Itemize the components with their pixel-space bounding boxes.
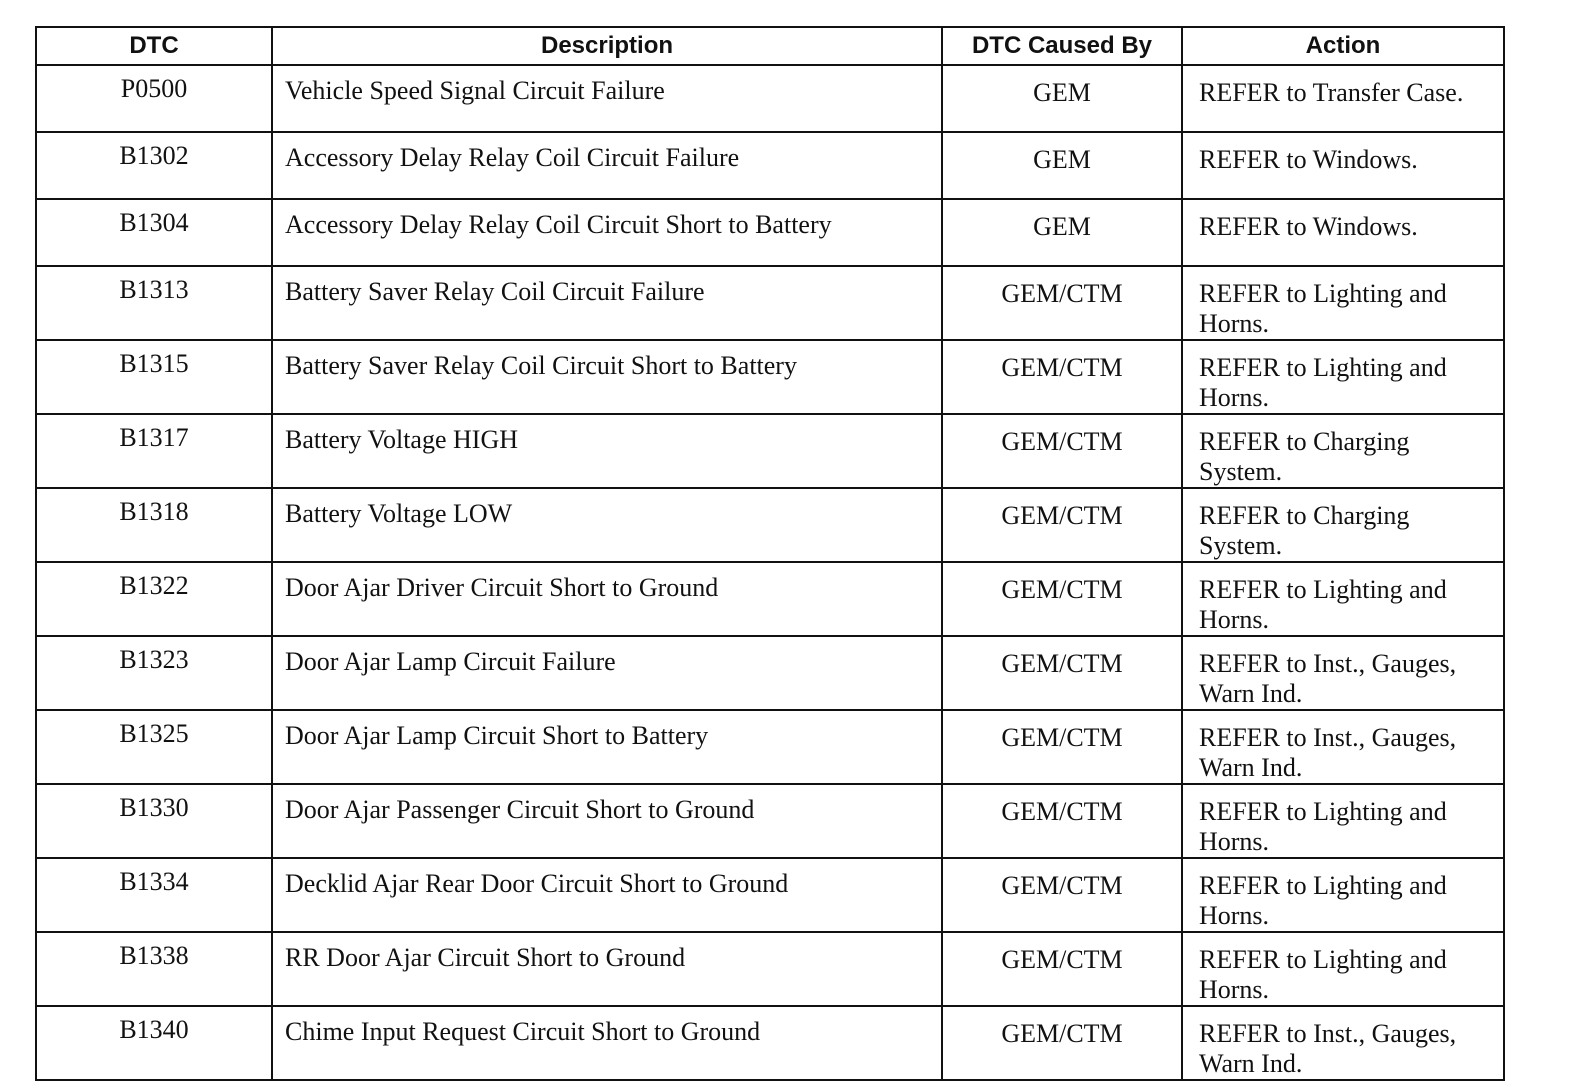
- table-row: [36, 488, 1504, 562]
- dtc-code: B1304: [36, 199, 272, 266]
- dtc-description: Chime Input Request Circuit Short to Ground: [272, 1006, 942, 1080]
- dtc-caused-by: GEM: [942, 132, 1182, 199]
- dtc-action: REFER to Lighting and Horns.: [1182, 784, 1504, 858]
- dtc-description: Vehicle Speed Signal Circuit Failure: [272, 65, 942, 132]
- header-description: Description: [272, 27, 942, 65]
- header-dtc: DTC: [36, 27, 272, 65]
- table-row: [36, 636, 1504, 710]
- dtc-caused-by: GEM/CTM: [942, 932, 1182, 1006]
- dtc-code: B1330: [36, 784, 272, 858]
- dtc-action: REFER to Lighting and Horns.: [1182, 562, 1504, 636]
- dtc-action: REFER to Inst., Gauges, Warn Ind.: [1182, 636, 1504, 710]
- dtc-description: Accessory Delay Relay Coil Circuit Short to Battery: [272, 199, 942, 266]
- dtc-caused-by: GEM/CTM: [942, 636, 1182, 710]
- dtc-action: REFER to Lighting and Horns.: [1182, 340, 1504, 414]
- table-row: [36, 932, 1504, 1006]
- dtc-code: B1338: [36, 932, 272, 1006]
- dtc-caused-by: GEM/CTM: [942, 562, 1182, 636]
- dtc-description: Battery Voltage LOW: [272, 488, 942, 562]
- dtc-action: REFER to Inst., Gauges, Warn Ind.: [1182, 1006, 1504, 1080]
- dtc-caused-by: GEM/CTM: [942, 340, 1182, 414]
- table-row: [36, 65, 1504, 132]
- dtc-description: Battery Saver Relay Coil Circuit Short to Battery: [272, 340, 942, 414]
- table-row: [36, 710, 1504, 784]
- dtc-code: B1334: [36, 858, 272, 932]
- dtc-description: Door Ajar Lamp Circuit Short to Battery: [272, 710, 942, 784]
- dtc-caused-by: GEM: [942, 199, 1182, 266]
- dtc-caused-by: GEM/CTM: [942, 414, 1182, 488]
- dtc-description: Door Ajar Driver Circuit Short to Ground: [272, 562, 942, 636]
- table-row: [36, 266, 1504, 340]
- dtc-description: Decklid Ajar Rear Door Circuit Short to Ground: [272, 858, 942, 932]
- table-row: [36, 784, 1504, 858]
- header-caused-by: DTC Caused By: [942, 27, 1182, 65]
- dtc-code: B1302: [36, 132, 272, 199]
- dtc-table: [35, 26, 1505, 1081]
- dtc-action: REFER to Lighting and Horns.: [1182, 932, 1504, 1006]
- table-row: [36, 1006, 1504, 1080]
- dtc-caused-by: GEM/CTM: [942, 488, 1182, 562]
- dtc-action: REFER to Lighting and Horns.: [1182, 858, 1504, 932]
- header-action: Action: [1182, 27, 1504, 65]
- header-row: [36, 27, 1504, 65]
- dtc-code: B1313: [36, 266, 272, 340]
- dtc-action: REFER to Windows.: [1182, 132, 1504, 199]
- dtc-caused-by: GEM/CTM: [942, 858, 1182, 932]
- dtc-code: B1317: [36, 414, 272, 488]
- dtc-caused-by: GEM/CTM: [942, 1006, 1182, 1080]
- dtc-caused-by: GEM/CTM: [942, 710, 1182, 784]
- table-row: [36, 132, 1504, 199]
- dtc-code: P0500: [36, 65, 272, 132]
- dtc-action: REFER to Charging System.: [1182, 414, 1504, 488]
- table-row: [36, 199, 1504, 266]
- table-row: [36, 340, 1504, 414]
- dtc-description: RR Door Ajar Circuit Short to Ground: [272, 932, 942, 1006]
- dtc-description: Battery Voltage HIGH: [272, 414, 942, 488]
- dtc-description: Accessory Delay Relay Coil Circuit Failure: [272, 132, 942, 199]
- dtc-code: B1318: [36, 488, 272, 562]
- dtc-code: B1315: [36, 340, 272, 414]
- dtc-code: B1325: [36, 710, 272, 784]
- dtc-caused-by: GEM: [942, 65, 1182, 132]
- dtc-action: REFER to Transfer Case.: [1182, 65, 1504, 132]
- dtc-code: B1340: [36, 1006, 272, 1080]
- dtc-action: REFER to Windows.: [1182, 199, 1504, 266]
- dtc-action: REFER to Lighting and Horns.: [1182, 266, 1504, 340]
- table-row: [36, 414, 1504, 488]
- dtc-code: B1322: [36, 562, 272, 636]
- table-row: [36, 858, 1504, 932]
- dtc-description: Door Ajar Lamp Circuit Failure: [272, 636, 942, 710]
- dtc-description: Door Ajar Passenger Circuit Short to Ground: [272, 784, 942, 858]
- table-body: [36, 65, 1504, 1080]
- dtc-caused-by: GEM/CTM: [942, 784, 1182, 858]
- table-row: [36, 562, 1504, 636]
- table-header: [36, 27, 1504, 65]
- dtc-action: REFER to Charging System.: [1182, 488, 1504, 562]
- dtc-caused-by: GEM/CTM: [942, 266, 1182, 340]
- dtc-description: Battery Saver Relay Coil Circuit Failure: [272, 266, 942, 340]
- dtc-action: REFER to Inst., Gauges, Warn Ind.: [1182, 710, 1504, 784]
- dtc-code: B1323: [36, 636, 272, 710]
